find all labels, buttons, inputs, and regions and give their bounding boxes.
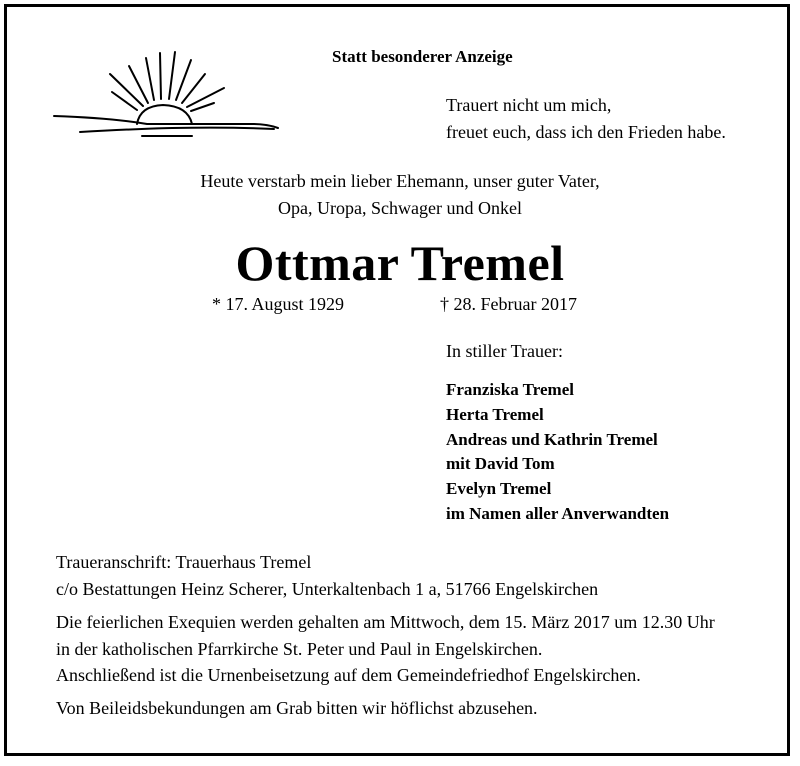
memorial-quote bbox=[446, 92, 726, 146]
funeral-service-info bbox=[56, 609, 715, 663]
mourners-list bbox=[446, 378, 669, 527]
address-line-1: Traueranschrift: Trauerhaus Tremel bbox=[56, 552, 312, 572]
mourner-item: Evelyn Tremel bbox=[446, 479, 552, 499]
announcement-heading: Statt besonderer Anzeige bbox=[332, 47, 513, 66]
mourner-item: mit David Tom bbox=[446, 454, 555, 474]
mourner-item: Andreas und Kathrin Tremel bbox=[446, 429, 658, 449]
death-date: † 28. Februar 2017 bbox=[440, 294, 577, 314]
deceased-name: Ottmar Tremel bbox=[235, 235, 565, 291]
mourner-item: Herta Tremel bbox=[446, 404, 544, 424]
intro-line-1: Heute verstarb mein lieber Ehemann, unser guter Vater, bbox=[200, 171, 600, 191]
service-line-2: in der katholischen Pfarrkirche St. Peter und Paul in Engelskirchen. bbox=[56, 639, 543, 659]
service-line-1: Die feierlichen Exequien werden gehalten am Mittwoch, dem 15. März 2017 um 12.30 Uhr bbox=[56, 612, 715, 632]
intro-line-2: Opa, Uropa, Schwager und Onkel bbox=[278, 198, 522, 218]
mourner-item: im Namen aller Anverwandten bbox=[446, 503, 670, 523]
quote-line-1: Trauert nicht um mich, bbox=[446, 95, 612, 115]
urn-burial-info: Anschließend ist die Urnenbeisetzung auf dem Gemeindefriedhof Engelskirchen. bbox=[56, 665, 641, 685]
birth-date: * 17. August 1929 bbox=[212, 294, 345, 314]
condolences-note: Von Beileidsbekundungen am Grab bitten wir höflichst abzusehen. bbox=[56, 698, 538, 718]
mourner-item: Franziska Tremel bbox=[446, 380, 574, 399]
address-line-2: c/o Bestattungen Heinz Scherer, Unterkaltenbach 1 a, 51766 Engelskirchen bbox=[56, 579, 599, 599]
mourning-label: In stiller Trauer: bbox=[446, 341, 563, 361]
quote-line-2: freuet euch, dass ich den Frieden habe. bbox=[446, 122, 726, 142]
intro-text bbox=[0, 168, 800, 222]
setting-sun-icon bbox=[52, 48, 282, 148]
mourning-address bbox=[56, 549, 598, 603]
